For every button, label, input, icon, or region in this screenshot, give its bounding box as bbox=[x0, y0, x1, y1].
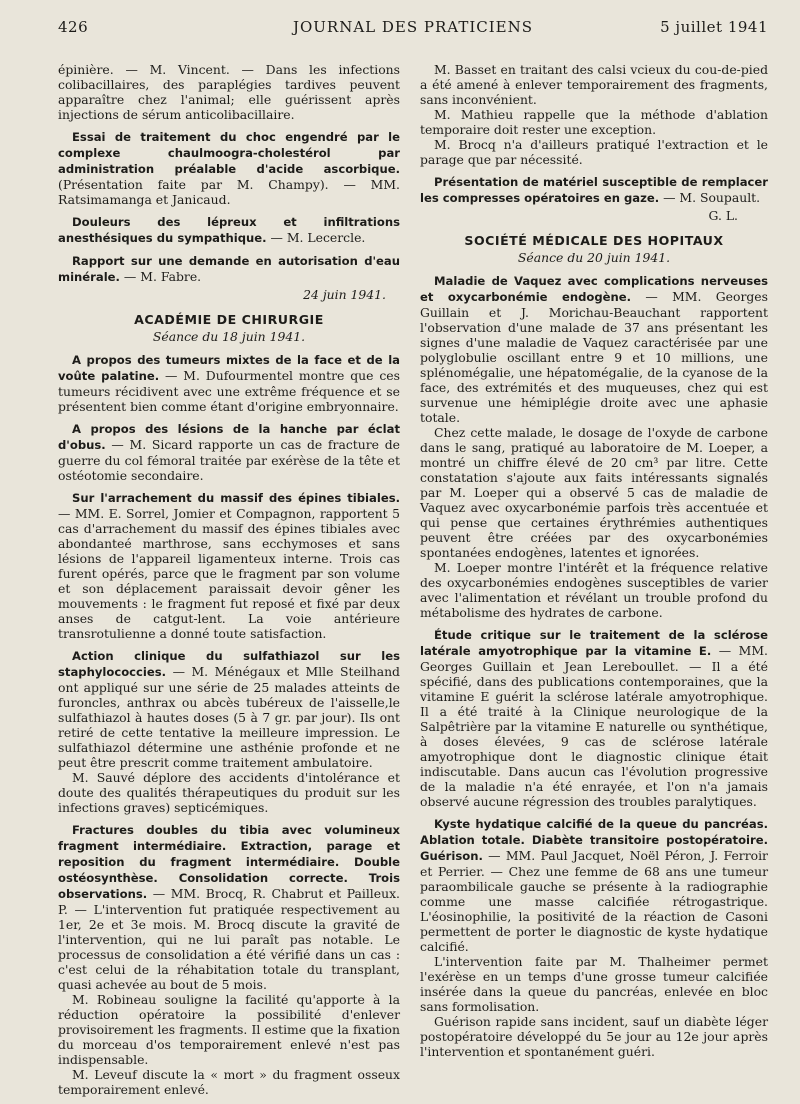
entry-text: (Présentation faite par M. Champy). — MM. Ratsimamanga et Janicaud. bbox=[58, 177, 400, 207]
entry-sclerose bbox=[420, 627, 768, 809]
entry-text: — MM. Brocq, R. Chabrut et Pailleux. P. — L'intervention fut pratiquée respectivement au 1er, 2e et 3e mois. M. Brocq discute la gravité de l'intervention, qui ne lui paraît pas notable. Le processus de consolidation a été vérifié dans un cas : c'est celui de la réhabitation totale du transplant, quasi achevée au bout de 5 mois. bbox=[58, 886, 400, 992]
entry-text: — M. Ménégaux et Mlle Steilhand ont appliqué sur une série de 25 malades atteints de furoncles, anthrax ou abcès tubéreux de l'aisselle,le sulfathiazol à hautes doses (5 à 7 gr. par jour). Ils ont retiré de cette tentative la meilleure impression. Le sulfathiazol détermine une asthénie profonde et ne peut être prescrit comme traitement ambulatoire. bbox=[58, 664, 400, 770]
entry-paragraph: Guérison rapide sans incident, sauf un diabète léger postopératoire développé du 5e jour au 12e jour après l'intervention et spontanément guéri. bbox=[420, 1014, 768, 1059]
entry-epines-tibiales bbox=[58, 490, 400, 641]
entry-chaulmoogra bbox=[58, 129, 400, 207]
entry-paragraph: M. Leveuf discute la « mort » du fragment osseux temporairement enlevé. bbox=[58, 1067, 400, 1097]
issue-date: 5 juillet 1941 bbox=[660, 18, 768, 36]
seance-date: Séance du 18 juin 1941. bbox=[152, 329, 306, 344]
entry-vincent bbox=[58, 62, 400, 122]
entry-text: — MM. Paul Jacquet, Noël Péron, J. Ferroir et Perrier. — Chez une femme de 68 ans une tumeur paraombilicale gauche se présente à la radiographie comme une masse calcifiée rétrogastrique. L'éosinophilie, la positivité de la réaction de Casoni permettent de porter le diagnostic de kyste hydatique calcifié. bbox=[420, 848, 768, 954]
entry-paragraph: M. Basset en traitant des calsi vcieux du cou-de-pied a été amené à enlever temporairement des fragments, sans inconvénient. bbox=[420, 62, 768, 107]
entry-tumeurs bbox=[58, 352, 400, 414]
entry-vaquez bbox=[420, 273, 768, 620]
section-heading-academie: ACADÉMIE DE CHIRURGIE bbox=[134, 312, 324, 327]
entry-title: Kyste hydatique calcifié de la queue du pancréas. Ablation totale. Diabète transitoire postopératoire. Guérison. bbox=[420, 817, 768, 863]
entry-title: Essai de traitement du choc engendré par le complexe chaulmoogra-cholestérol par administration préalable d'acide ascorbique. bbox=[58, 130, 400, 176]
entry-title: Rapport sur une demande en autorisation d'eau minérale. bbox=[58, 254, 400, 284]
entry-title: Sur l'arrachement du massif des épines tibiales. bbox=[72, 491, 400, 505]
author-signature: G. L. bbox=[708, 208, 738, 223]
entry-paragraph: Chez cette malade, le dosage de l'oxyde de carbone dans le sang, pratiqué au laboratoire de M. Loeper, a montré un chiffre élevé de 20 cm³ par litre. Cette constatation s'ajoute aux faits intéressants signalés par M. Loeper qui a observé 5 cas de maladie de Vaquez avec oxycarbonémie parfois très accentuée et qui pense que certaines érythrémies authentiques peuvent être créées par des oxycarbonémies spontanées endogènes, latentes et ignorées. bbox=[420, 425, 768, 560]
seance-date: Séance du 20 juin 1941. bbox=[517, 250, 671, 265]
entry-compresses bbox=[420, 174, 768, 223]
entry-text: — M. Sicard rapporte un cas de fracture de guerre du col fémoral traitée par exérèse de la tête et ostéotomie secondaire. bbox=[58, 437, 400, 483]
right-column bbox=[420, 62, 768, 1066]
entry-paragraph: M. Brocq n'a d'ailleurs pratiqué l'extraction et le parage que par nécessité. bbox=[420, 137, 768, 167]
entry-kyste bbox=[420, 816, 768, 1059]
entry-text: — MM. Georges Guillain et Jean Lereboullet. — Il a été spécifié, dans des publications contemporaines, que la vitamine E guérit la sclérose latérale amyotrophique. Il a été traité à la Clinique neurologique de la Salpêtrière par la vitamine E naturelle ou synthétique, à doses élevées, 9 cas de sclérose latérale amyotrophique dont le diagnostic clinique était indiscutable. Dans aucun cas l'évolution progressive de la maladie n'a été enrayée, et l'on n'a jamais observé aucune régression des troubles paralytiques. bbox=[420, 643, 768, 809]
entry-title: Douleurs des lépreux et infiltrations anesthésiques du sympathique. bbox=[58, 215, 400, 245]
page-header bbox=[58, 18, 768, 44]
entry-fractures-tibia bbox=[58, 822, 400, 1097]
page-number: 426 bbox=[58, 18, 89, 36]
entry-text: — M. Dufourmentel montre que ces tumeurs récidivent avec une extrême fréquence et se présentent bien comme étant d'origine embryonnaire. bbox=[58, 368, 400, 414]
entry-title: Étude critique sur le traitement de la sclérose latérale amyotrophique par la vitamine E. bbox=[420, 628, 768, 658]
entry-discussion bbox=[420, 62, 768, 167]
entry-title: A propos des tumeurs mixtes de la face et de la voûte palatine. bbox=[58, 353, 400, 383]
entry-text: — M. Soupault. bbox=[663, 190, 761, 205]
section-heading-societe: SOCIÉTÉ MÉDICALE DES HOPITAUX bbox=[464, 233, 724, 248]
entry-date: 24 juin 1941. bbox=[303, 287, 386, 302]
journal-title: JOURNAL DES PRATICIENS bbox=[292, 18, 534, 36]
entry-paragraph: L'intervention faite par M. Thalheimer permet l'exérèse en un temps d'une grosse tumeur calcifiée insérée dans la queue du pancréas, enlevée en bloc sans formolisation. bbox=[420, 954, 768, 1014]
entry-hanche bbox=[58, 421, 400, 483]
entry-title: Fractures doubles du tibia avec volumineux fragment intermédiaire. Extraction, parage et reposition du fragment intermédiaire. Double ostéosynthèse. Consolidation correcte. Trois observations. bbox=[58, 823, 400, 901]
entry-text: — M. Fabre. bbox=[123, 269, 202, 284]
entry-title: Présentation de matériel susceptible de remplacer les compresses opératoires en gaze. bbox=[420, 175, 768, 205]
entry-title: Action clinique du sulfathiazol sur les staphylococcies. bbox=[58, 649, 400, 679]
entry-text: — M. Lecercle. bbox=[270, 230, 366, 245]
entry-title: A propos des lésions de la hanche par éclat d'obus. bbox=[58, 422, 400, 452]
entry-sulfathiazol bbox=[58, 648, 400, 815]
entry-text: — MM. Georges Guillain et J. Morichau-Beauchant rapportent l'observation d'une malade de 37 ans présentant les signes d'une maladie de Vaquez caractérisée par une polyglobulie oscillant entre 9 et 10 millions, une splénomégalie, une hépatomégalie, de la cyanose de la face, des extrémités et des muqueuses, chez qui est survenue une hémiplégie droite avec une aphasie totale. bbox=[420, 289, 768, 425]
entry-paragraph: M. Loeper montre l'intérêt et la fréquence relative des oxycarbonémies endogènes susceptibles de varier avec l'alimentation et révélant un trouble profond du métabolisme des hydrates de carbone. bbox=[420, 560, 768, 620]
entry-paragraph: M. Robineau souligne la facilité qu'apporte à la réduction opératoire la possibilité d'enlever provisoirement les fragments. Il estime que la fixation du morceau d'os temporairement enlevé n'est pas indispensable. bbox=[58, 992, 400, 1067]
entry-lepreux bbox=[58, 214, 400, 246]
entry-paragraph: M. Sauvé déplore des accidents d'intolérance et doute des qualités thérapeutiques du produit sur les infections graves) septicémiques. bbox=[58, 770, 400, 815]
entry-paragraph: M. Mathieu rappelle que la méthode d'ablation temporaire doit rester une exception. bbox=[420, 107, 768, 137]
entry-title: Maladie de Vaquez avec complications nerveuses et oxycarbonémie endogène. bbox=[420, 274, 768, 304]
entry-text: — MM. E. Sorrel, Jomier et Compagnon, rapportent 5 cas d'arrachement du massif des épines tibiales avec abondanteé marthrose, sans ecchymoses et sans lésions de l'appareil ligamenteux interne. Trois cas furent opérés, parce que le fragment par son volume et son déplacement paraissait devoir gêner les mouvements : le fragment fut reposé et fixé par deux anses de catgut-lent. La voie antérieure transrotulienne a donné toute satisfaction. bbox=[58, 506, 400, 641]
left-column bbox=[58, 62, 400, 1104]
entry-eau-minerale bbox=[58, 253, 400, 302]
entry-text: épinière. — M. Vincent. — Dans les infections colibacillaires, des paraplégies tardives peuvent apparaître chez l'animal; elle guérissent après injections de sérum anticolibacillaire. bbox=[58, 62, 400, 122]
